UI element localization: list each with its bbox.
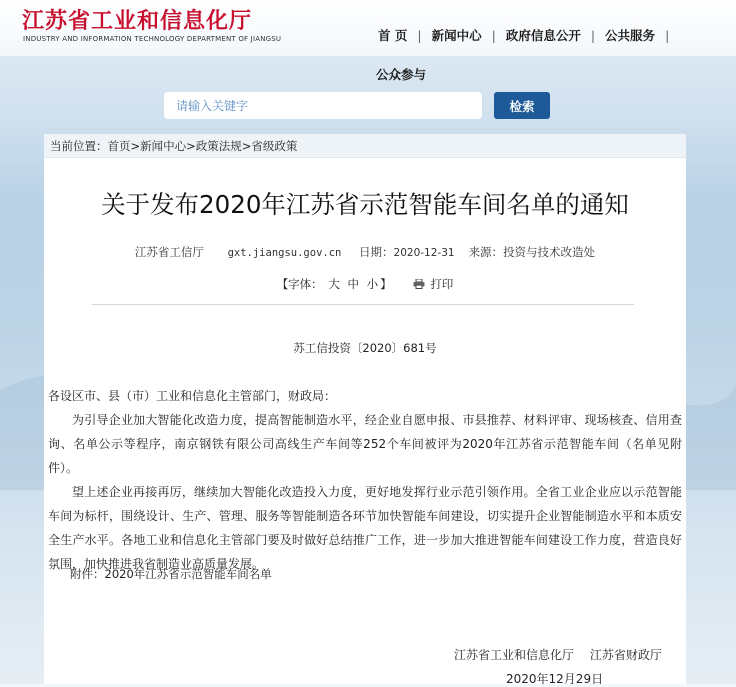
breadcrumb-separator: > [130,139,141,153]
article-source: 江苏省工信厅 [134,245,204,259]
nav-home[interactable]: 首 页 [378,28,408,43]
meta-divider [92,304,634,305]
document-number: 苏工信投资〔2020〕681号 [293,341,437,355]
article-meta [44,244,686,260]
main-nav [368,26,669,44]
article-title: 关于发布2020年江苏省示范智能车间名单的通知 [101,190,629,219]
font-size-large-button[interactable]: 大 [328,277,340,291]
article-sign-date: 2020年12月29日 [506,672,604,686]
search-button[interactable]: 检索 [494,92,550,119]
breadcrumb-policy[interactable]: 政策法规 [195,139,242,153]
nav-separator: | [491,27,496,43]
font-size-label: 【字体： [276,277,323,291]
date-label: 日期： [359,245,394,259]
nav-government-info[interactable]: 政府信息公开 [505,28,581,43]
nav-separator: | [417,27,422,43]
nav-separator: | [590,27,596,43]
nav-news-center[interactable]: 新闻中心 [431,28,482,43]
signatory: 江苏省财政厅 [589,648,662,662]
article-panel [44,158,686,684]
breadcrumb-news-center[interactable]: 新闻中心 [140,139,187,153]
search-input[interactable] [164,92,482,119]
site-logo-title[interactable]: 江苏省工业和信息化厅 [22,9,253,34]
article-date: 2020-12-31 [393,247,455,259]
font-size-medium-button[interactable]: 中 [347,277,359,291]
breadcrumb [44,134,686,158]
article-body [44,384,686,576]
breadcrumb-separator: > [186,139,196,153]
site-logo-subtitle: INDUSTRY AND INFORMATION TECHNOLOGY DEPARTMENT OF JIANGSU [23,35,282,43]
article-url: gxt.jiangsu.gov.cn [227,247,342,259]
article-signatories [454,646,674,663]
print-label: 打印 [430,277,454,291]
font-size-small-button[interactable]: 小 [366,277,379,291]
nav-separator: | [665,27,670,43]
printer-icon [413,279,425,289]
article-paragraph: 为引导企业加大智能化改造力度，提高智能制造水平，经企业自愿申报、市县推荐、材料评审、现场核查、信用查询、名单公示等程序，南京钢铁有限公司高线生产车间等252个车间被评为2020年江苏省示范智能车间（名单见附件）。 [48,413,682,475]
breadcrumb-provincial-policy[interactable]: 省级政策 [251,139,298,153]
signatory: 江苏省工业和信息化厅 [454,648,575,662]
nav-public-participation[interactable]: 公众参与 [376,67,427,82]
print-button[interactable] [413,277,453,291]
origin-label: 来源： [468,245,504,259]
article-tools [44,276,686,292]
article-salutation: 各设区市、县（市）工业和信息化主管部门，财政局： [48,389,337,403]
nav-public-service[interactable]: 公共服务 [605,28,656,43]
article-attachment[interactable]: 附件：2020年江苏省示范智能车间名单 [70,567,272,581]
font-size-close: 】 [380,277,392,291]
breadcrumb-home[interactable]: 首页 [107,139,131,153]
breadcrumb-separator: > [241,139,252,153]
article-origin: 投资与技术改造处 [503,245,596,259]
article-paragraph: 望上述企业再接再厉，继续加大智能化改造投入力度，更好地发挥行业示范引领作用。全省工业企业应以示范智能车间为标杆，围绕设计、生产、管理、服务等智能制造各环节加快智能车间建设，切实提升企业智能制造水平和本质安全生产水平。各地工业和信息化主管部门要及时做好总结推广工作，进一步加大推进智能车间建设工作力度，营造良好氛围，加快推进我省制造业高质量发展。 [48,485,682,571]
breadcrumb-prefix: 当前位置： [50,139,108,153]
